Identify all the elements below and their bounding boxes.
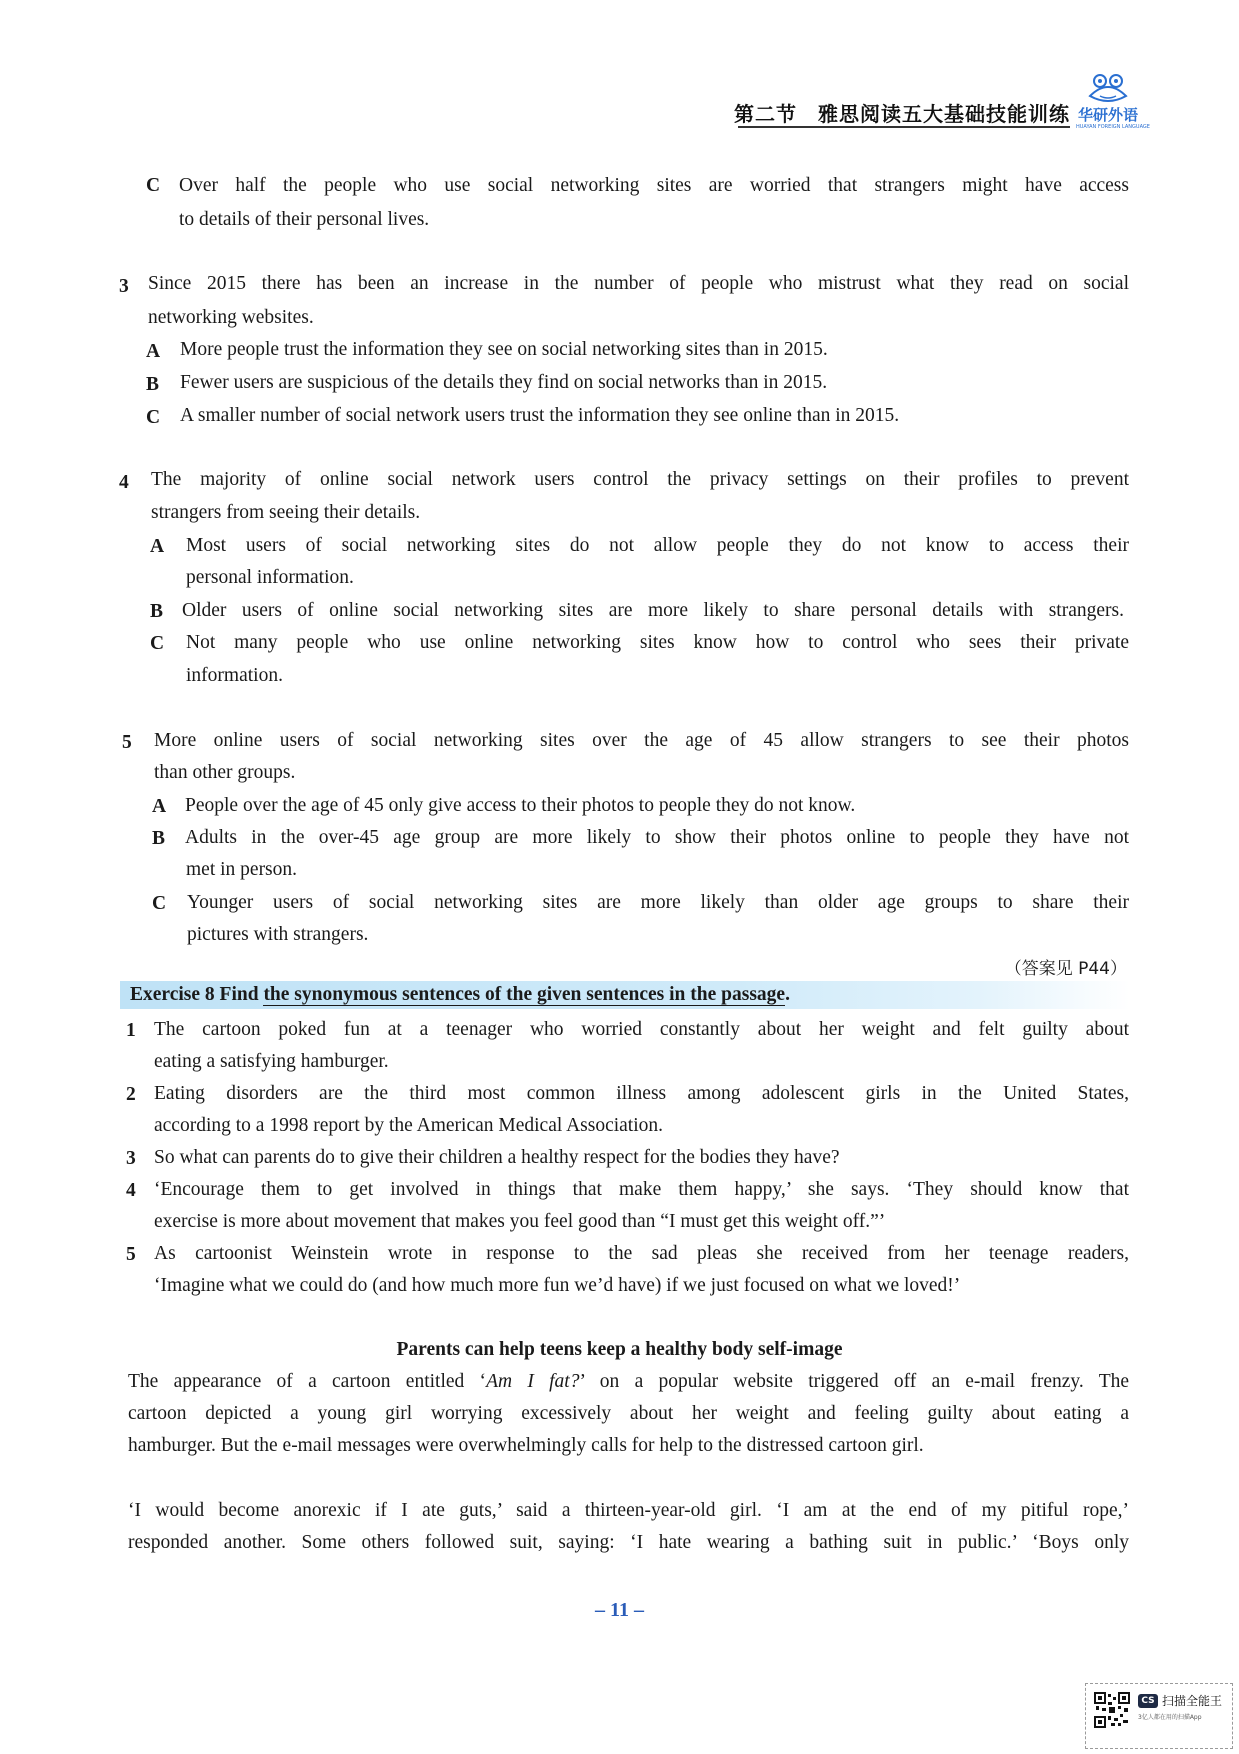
- given-sentence: So what can parents do to give their children a healthy respect for the bodies they have?: [154, 1147, 840, 1168]
- option-text: Older users of online social networking sites are more likely to share personal details with strangers.: [182, 600, 1124, 621]
- given-sentence: As cartoonist Weinstein wrote in response to the sad pleas she received from her teenage readers,: [154, 1243, 1129, 1264]
- sentence-number: 3: [126, 1148, 136, 1169]
- passage-line: responded another. Some others followed suit, saying: ‘I hate wearing a bathing suit in public.’ ‘Boys only: [128, 1532, 1129, 1553]
- option-label: A: [152, 796, 167, 817]
- option-text: Not many people who use online networking sites know how to control who sees their private: [186, 632, 1129, 653]
- sentence-number: 4: [126, 1180, 136, 1201]
- cartoon-title: Am I fat?: [486, 1371, 580, 1392]
- option-label: A: [146, 341, 161, 362]
- passage-line: [128, 1370, 1129, 1394]
- logo-text: 华研外语: [1077, 106, 1138, 124]
- given-sentence: according to a 1998 report by the American Medical Association.: [154, 1115, 664, 1136]
- given-sentence: eating a satisfying hamburger.: [154, 1051, 389, 1072]
- question-statement: The majority of online social network users control the privacy settings on their profiles to prevent: [151, 469, 1129, 490]
- option-label: C: [150, 633, 165, 654]
- scanner-app-icon: CS: [1138, 1694, 1158, 1708]
- passage-line: cartoon depicted a young girl worrying excessively about her weight and feeling guilty about eating a: [128, 1403, 1129, 1424]
- option-text: More people trust the information they see on social networking sites than in 2015.: [180, 339, 828, 360]
- given-sentence: exercise is more about movement that makes you feel good than “I must get this weight off.”’: [154, 1211, 886, 1232]
- frog-icon: [1076, 72, 1140, 106]
- option-text: A smaller number of social network users trust the information they see online than in 2015.: [180, 405, 900, 426]
- answer-reference: （答案见 P44）: [1004, 959, 1127, 979]
- header-rule: [738, 126, 1070, 128]
- passage-line: hamburger. But the e-mail messages were overwhelmingly calls for help to the distressed cartoon girl.: [128, 1435, 924, 1456]
- qr-code-icon: [1094, 1692, 1130, 1728]
- sentence-number: 1: [126, 1020, 136, 1041]
- option-label: A: [150, 536, 165, 557]
- given-sentence: ‘Imagine what we could do (and how much more fun we’d have) if we just focused on what we loved!’: [154, 1275, 961, 1296]
- option-label: C: [146, 407, 161, 428]
- exercise-heading: [130, 983, 790, 1007]
- option-text: Over half the people who use social networking sites are worried that strangers might have access: [179, 175, 1129, 196]
- option-text: Fewer users are suspicious of the details they find on social networks than in 2015.: [180, 372, 828, 393]
- exercise-period: .: [785, 984, 790, 1005]
- question-statement: strangers from seeing their details.: [151, 502, 421, 523]
- question-number: 4: [119, 472, 129, 493]
- exercise-instruction: the synonymous sentences of the given sentences in the passage: [263, 984, 786, 1005]
- section-title: 第二节 雅思阅读五大基础技能训练: [734, 102, 1070, 126]
- passage-text: ’ on a popular website triggered off an e-mail frenzy. The: [579, 1371, 1130, 1392]
- page-header: [700, 68, 1150, 138]
- option-label: B: [152, 828, 166, 849]
- option-text: Younger users of social networking sites are more likely than older age groups to share their: [187, 892, 1129, 913]
- option-label: B: [150, 601, 164, 622]
- publisher-logo: [1076, 72, 1150, 134]
- given-sentence: ‘Encourage them to get involved in things that make them happy,’ she says. ‘They should know that: [154, 1179, 1129, 1200]
- option-text: pictures with strangers.: [187, 924, 369, 945]
- exercise-instruction-verb: Find: [219, 984, 264, 1005]
- option-text: Most users of social networking sites do not allow people they do not know to access their: [186, 535, 1129, 556]
- sentence-number: 5: [126, 1244, 136, 1265]
- option-text: to details of their personal lives.: [179, 209, 430, 230]
- passage-line: ‘I would become anorexic if I ate guts,’ said a thirteen-year-old girl. ‘I am at the end of my pitiful rope,’: [128, 1500, 1129, 1521]
- option-label: B: [146, 374, 160, 395]
- scanner-watermark: [1085, 1683, 1233, 1749]
- question-statement: Since 2015 there has been an increase in the number of people who mistrust what they read on social: [148, 273, 1129, 294]
- option-text: Adults in the over-45 age group are more likely to show their photos online to people they have not: [185, 827, 1129, 848]
- exercise-number: Exercise 8: [130, 984, 220, 1005]
- logo-subtext: HUAYAN FOREIGN LANGUAGE: [1076, 124, 1150, 130]
- option-text: personal information.: [186, 567, 354, 588]
- question-statement: networking websites.: [148, 307, 314, 328]
- given-sentence: The cartoon poked fun at a teenager who worried constantly about her weight and felt guilty about: [154, 1019, 1129, 1040]
- sentence-number: 2: [126, 1084, 136, 1105]
- question-statement: than other groups.: [154, 762, 296, 783]
- passage-title: Parents can help teens keep a healthy body self-image: [396, 1339, 843, 1360]
- question-number: 3: [119, 276, 129, 297]
- passage-text: The appearance of a cartoon entitled ‘: [128, 1371, 487, 1392]
- option-text: People over the age of 45 only give access to their photos to people they do not know.: [185, 795, 856, 816]
- given-sentence: Eating disorders are the third most common illness among adolescent girls in the United States,: [154, 1083, 1129, 1104]
- question-statement: More online users of social networking sites over the age of 45 allow strangers to see their photos: [154, 730, 1129, 751]
- option-label: C: [146, 175, 161, 196]
- scanner-app-name: 扫描全能王: [1162, 1694, 1223, 1708]
- option-text: information.: [186, 665, 283, 686]
- page-number: – 11 –: [595, 1599, 644, 1621]
- question-number: 5: [122, 732, 132, 753]
- option-text: met in person.: [186, 859, 298, 880]
- scanner-app-tagline: 3亿人都在用的扫描App: [1138, 1714, 1202, 1721]
- option-label: C: [152, 893, 167, 914]
